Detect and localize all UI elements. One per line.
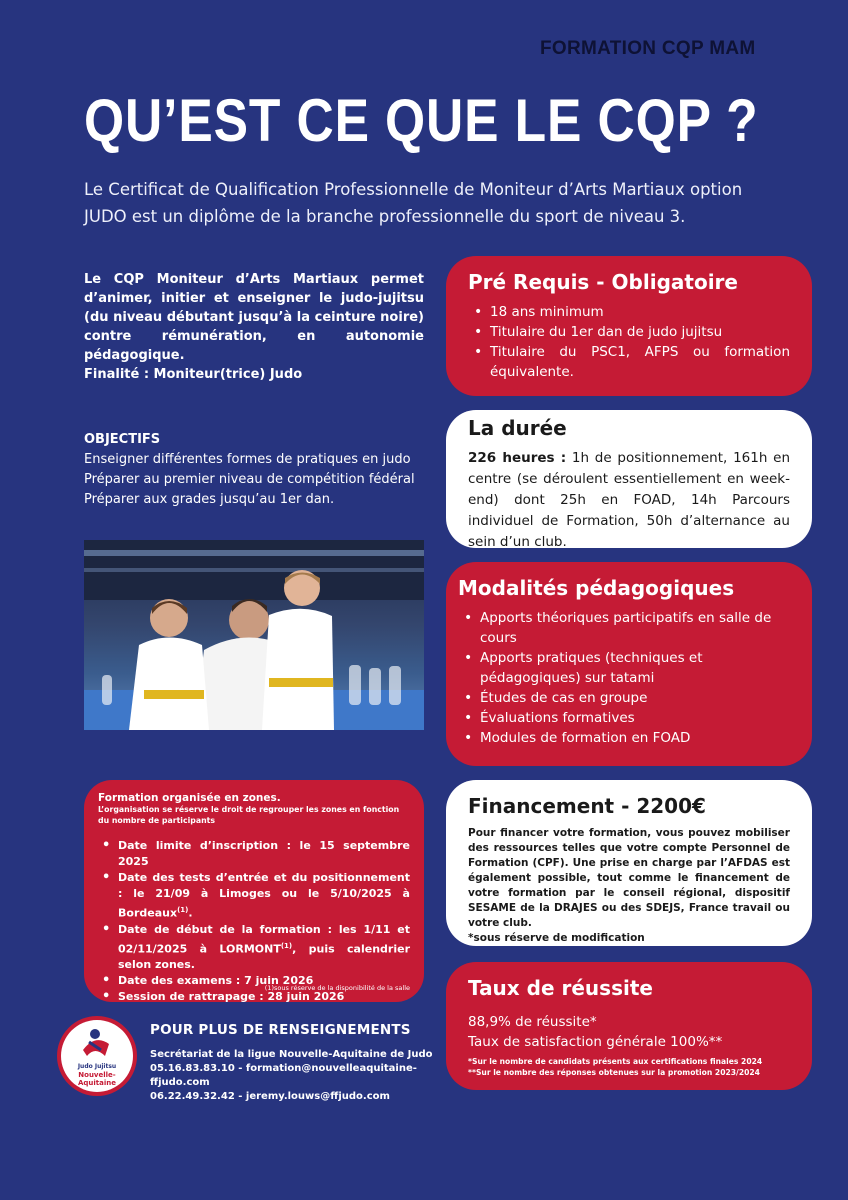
taux-satisfaction: Taux de satisfaction générale 100%** <box>468 1034 723 1050</box>
list-item: • Apports pratiques (techniques et pédagogiques) sur tatami <box>458 648 790 688</box>
cqp-description <box>84 270 424 384</box>
judo-photo <box>84 540 424 730</box>
zones-list <box>98 838 410 1005</box>
contact-title: POUR PLUS DE RENSEIGNEMENTS <box>150 1022 411 1038</box>
contact-line: Secrétariat de la ligue Nouvelle-Aquitaine de Judo <box>150 1049 433 1060</box>
list-item: • Date des tests d’entrée et du positionnement : le 21/09 à Limoges ou le 5/10/2025 à Bordeaux$^{(1)}$. <box>98 870 410 922</box>
list-item: • Titulaire du 1er dan de judo jujitsu <box>468 322 790 342</box>
list-item: • 18 ans minimum <box>468 302 790 322</box>
intro-paragraph: Le Certificat de Qualification Professionnelle de Moniteur d’Arts Martiaux option JUDO est un diplôme de la branche professionnelle du sport de niveau 3. <box>84 180 743 226</box>
zones-subtitle: L’organisation se réserve le droit de regrouper les zones en fonction du nombre de participants <box>98 805 400 825</box>
taux-title: Taux de réussite <box>468 976 653 1000</box>
duree-card <box>446 410 812 548</box>
list-item: • Date des examens : 7 juin 2026 <box>98 973 410 989</box>
modalites-card <box>446 562 812 766</box>
zones-item-text: Date des tests d’entrée et du positionnement : le 21/09 à Limoges ou le 5/10/2025 à Bordeaux <box>118 871 410 920</box>
finalite-text: Finalité : Moniteur(trice) Judo <box>84 367 303 382</box>
top-label: FORMATION CQP MAM <box>540 38 756 59</box>
prerequis-list <box>468 302 790 382</box>
footnote-marker: (1) <box>177 906 189 914</box>
contact-line[interactable]: 06.22.49.32.42 - jeremy.louws@ffjudo.com <box>150 1091 390 1102</box>
duree-detail: 1h de positionnement, 161h en centre (se déroulent essentiellement en week-end) dont 25h en FOAD, 14h Parcours individuel de Formation, 50h d’alternance au sein d’un club. <box>468 450 790 550</box>
footnote-marker: (1) <box>280 941 293 950</box>
list-item: • Date limite d’inscription : le 15 septembre 2025 <box>98 838 410 870</box>
objectifs-section <box>84 430 434 510</box>
objectifs-title: OBJECTIFS <box>84 432 161 447</box>
prerequis-card <box>446 256 812 396</box>
financement-title: Financement - 2200€ <box>468 794 706 818</box>
taux-reussite: 88,9% de réussite* <box>468 1014 597 1030</box>
ligue-logo-inner <box>61 1020 133 1092</box>
cqp-description-text: Le CQP Moniteur d’Arts Martiaux permet d’animer, initier et enseigner le judo-jujitsu (du niveau débutant jusqu’à la ceinture noire) contre rémunération, en autonomie pédagogique. <box>84 272 424 363</box>
prerequis-title: Pré Requis - Obligatoire <box>468 270 738 294</box>
list-item: • Apports théoriques participatifs en salle de cours <box>458 608 790 648</box>
judoka-icon <box>61 1020 133 1064</box>
financement-text: Pour financer votre formation, vous pouvez mobiliser des ressources telles que votre compte Personnel de Formation (CPF). Une prise en charge par l’AFDAS est également possible, tout comme le financement de votre formation par le conseil régional, dispositif SESAME de la DRAJES ou des SDEJS, France travail ou votre club. <box>468 827 790 929</box>
contact-line[interactable]: 05.16.83.83.10 - formation@nouvelleaquitaine-ffjudo.com <box>150 1063 417 1088</box>
logo-line-2: Nouvelle-Aquitaine <box>77 1071 116 1087</box>
contact-section <box>150 1022 450 1104</box>
modalites-list <box>458 608 790 748</box>
modalites-title: Modalités pédagogiques <box>458 576 735 600</box>
zones-item-text: Date de début de la formation : les 1/11 et 02/11/2025 à LORMONT <box>118 922 410 956</box>
taux-note-2: **Sur le nombre des réponses obtenues sur la promotion 2023/2024 <box>468 1068 760 1077</box>
duree-hours: 226 heures : <box>468 450 567 466</box>
duree-title: La durée <box>468 416 567 440</box>
logo-line-1: Judo Jujitsu <box>77 1063 117 1070</box>
judo-photo-illustration <box>84 540 424 730</box>
zones-item-text: , puis calendrier selon zones. <box>118 942 410 972</box>
taux-card <box>446 962 812 1090</box>
list-item: • Évaluations formatives <box>458 708 790 728</box>
list-item: • Modules de formation en FOAD <box>458 728 790 748</box>
duree-text <box>468 448 790 553</box>
list-item <box>98 922 410 974</box>
financement-note: *sous réserve de modification <box>468 932 645 944</box>
zones-card <box>84 780 424 1002</box>
taux-note-1: *Sur le nombre de candidats présents aux certifications finales 2024 <box>468 1057 763 1066</box>
financement-card <box>446 780 812 946</box>
objectif-item: Enseigner différentes formes de pratiques en judo <box>84 452 411 467</box>
list-item: • Études de cas en groupe <box>458 688 790 708</box>
list-item: • Session de rattrapage : 28 juin 2026 <box>98 989 410 1005</box>
zones-footnote: (1)sous réserve de la disponibilité de la salle <box>264 984 410 992</box>
objectif-item: Préparer aux grades jusqu’au 1er dan. <box>84 492 335 507</box>
zones-title: Formation organisée en zones. <box>98 792 281 804</box>
list-item: • Titulaire du PSC1, AFPS ou formation équivalente. <box>468 342 790 382</box>
ligue-logo <box>57 1016 137 1096</box>
page-title: QU’EST CE QUE LE CQP ? <box>84 87 759 154</box>
objectif-item: Préparer au premier niveau de compétition fédéral <box>84 472 415 487</box>
